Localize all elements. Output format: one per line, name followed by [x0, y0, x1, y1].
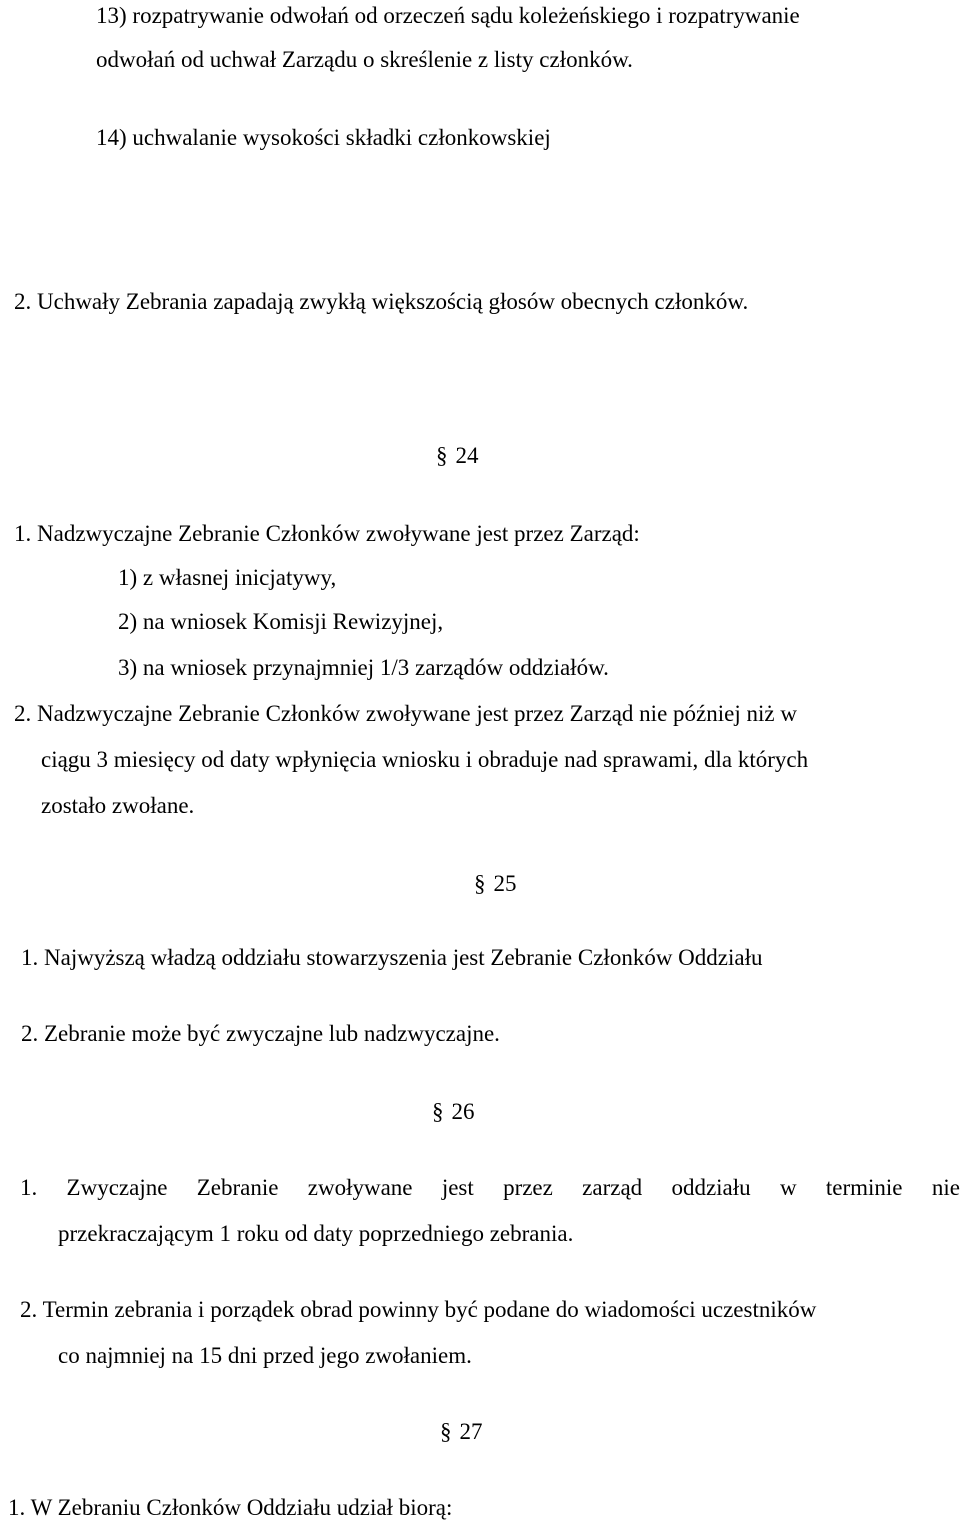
sec24-sub-1: 1) z własnej inicjatywy, — [118, 565, 337, 590]
sec24-point-2-line-1: 2. Nadzwyczajne Zebranie Członków zwoływane jest przez Zarząd nie później niż w — [14, 701, 797, 726]
word: w — [779, 1175, 797, 1200]
sec26-point-1-line-1 — [20, 1176, 960, 1199]
word: Zebranie — [196, 1175, 279, 1200]
point-2-resolutions: 2. Uchwały Zebrania zapadają zwykłą większością głosów obecnych członków. — [14, 289, 749, 314]
sec25-point-2: 2. Zebranie może być zwyczajne lub nadzwyczajne. — [21, 1021, 500, 1046]
section-number: 24 — [455, 443, 479, 468]
sec26-point-2-line-2: co najmniej na 15 dni przed jego zwołaniem. — [58, 1343, 472, 1368]
sec24-sub-2: 2) na wniosek Komisji Rewizyjnej, — [118, 609, 444, 634]
sec25-point-1: 1. Najwyższą władzą oddziału stowarzyszenia jest Zebranie Członków Oddziału — [21, 945, 763, 970]
word: terminie — [825, 1175, 903, 1200]
section-symbol: § — [432, 1099, 444, 1124]
section-symbol: § — [440, 1419, 452, 1444]
section-heading-24 — [436, 444, 479, 467]
word: jest — [441, 1175, 474, 1200]
sec24-point-2-line-3: zostało zwołane. — [41, 793, 195, 818]
word: oddziału — [671, 1175, 751, 1200]
section-heading-25 — [474, 872, 517, 895]
sec27-point-1: 1. W Zebraniu Członków Oddziału udział biorą: — [8, 1495, 453, 1520]
word: Zwyczajne — [66, 1175, 168, 1200]
section-symbol: § — [436, 443, 448, 468]
word: 1. — [20, 1175, 38, 1200]
section-number: 26 — [451, 1099, 475, 1124]
item-13-line-2: odwołań od uchwał Zarządu o skreślenie z listy członków. — [96, 47, 633, 72]
sec24-point-1: 1. Nadzwyczajne Zebranie Członków zwoływane jest przez Zarząd: — [14, 521, 640, 546]
section-heading-27 — [440, 1420, 483, 1443]
word: przez — [503, 1175, 553, 1200]
section-symbol: § — [474, 871, 486, 896]
word: zwoływane — [307, 1175, 413, 1200]
section-heading-26 — [432, 1100, 475, 1123]
sec24-point-2-line-2: ciągu 3 miesięcy od daty wpłynięcia wniosku i obraduje nad sprawami, dla których — [41, 747, 809, 772]
item-14: 14) uchwalanie wysokości składki członkowskiej — [96, 125, 551, 150]
sec24-sub-3: 3) na wniosek przynajmniej 1/3 zarządów oddziałów. — [118, 655, 609, 680]
sec26-point-2-line-1: 2. Termin zebrania i porządek obrad powinny być podane do wiadomości uczestników — [20, 1297, 817, 1322]
section-number: 25 — [493, 871, 517, 896]
word: nie — [931, 1175, 960, 1200]
sec26-point-1-line-2: przekraczającym 1 roku od daty poprzedniego zebrania. — [58, 1221, 574, 1246]
section-number: 27 — [459, 1419, 483, 1444]
word: zarząd — [582, 1175, 643, 1200]
item-13-line-1: 13) rozpatrywanie odwołań od orzeczeń sądu koleżeńskiego i rozpatrywanie — [96, 3, 800, 28]
